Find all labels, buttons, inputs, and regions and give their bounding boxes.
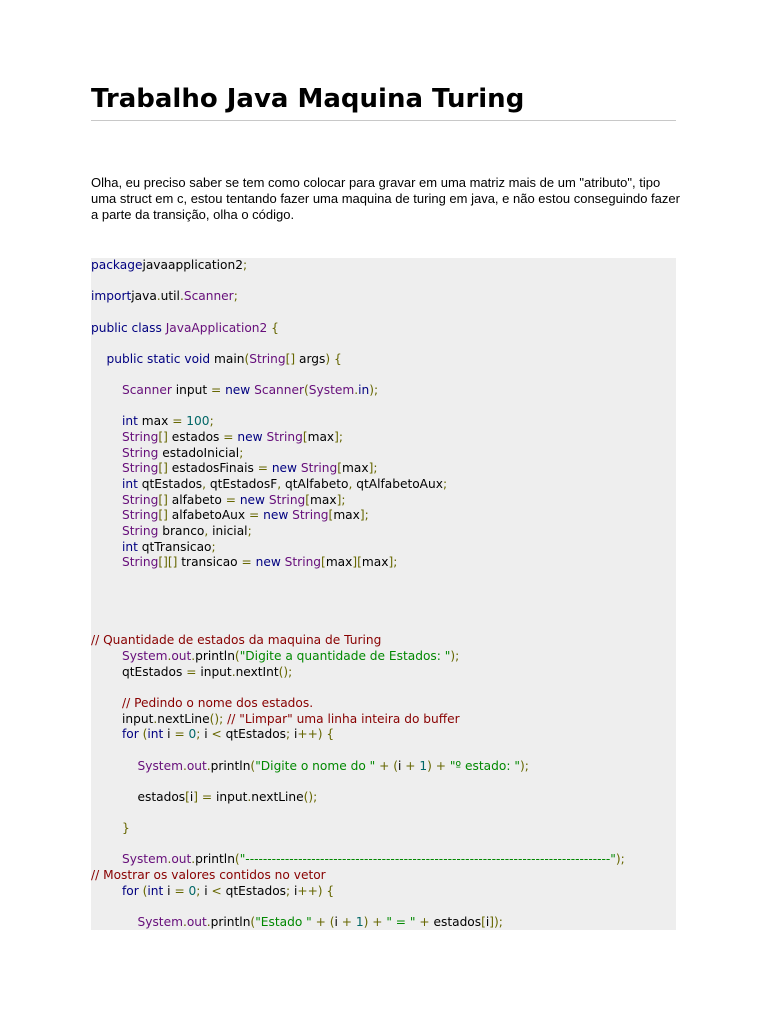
code-token: i [334,914,342,929]
code-token: ( [250,914,256,929]
code-token: . [231,664,236,679]
code-line [91,477,676,493]
code-token [91,352,107,366]
code-token: out [186,758,207,773]
code-token: 100 [186,414,210,429]
code-line [91,493,676,509]
code-token: + [405,758,420,773]
code-token: ]; [359,508,369,523]
code-token: // Quantidade de estados da maquina de Turing [91,633,382,648]
code-token: ; [442,476,448,491]
code-token [91,821,122,835]
code-token: ( [142,883,148,898]
code-listing [91,258,676,930]
code-token: i [204,727,212,742]
code-token: . [247,789,252,804]
code-token: = [172,414,187,429]
code-token: ]; [388,555,398,570]
code-token: out [171,852,192,867]
code-token: args [299,351,326,366]
code-line [91,852,676,868]
code-token: . [182,758,187,773]
code-token: ( [304,383,309,398]
code-line [91,618,676,634]
code-line [91,633,676,649]
code-token: qtTransicao [141,539,212,554]
code-token: i [293,727,298,742]
code-token [91,884,122,898]
code-line [91,258,676,274]
code-token: println [195,852,235,867]
code-token [91,555,122,569]
code-token: ; [286,727,294,742]
code-line [91,446,676,462]
code-token: // "Limpar" uma linha inteira do buffer [227,711,460,726]
code-token: Scanner [122,383,172,398]
code-token: int [147,727,168,742]
code-line [91,774,676,790]
code-token: import [91,289,132,304]
code-token: , [277,476,285,491]
code-token: . [206,914,211,929]
code-token: String [122,492,159,507]
code-token: int [122,539,142,554]
code-token: inicial [212,523,248,538]
code-token: estados [433,914,482,929]
code-token: ; [247,523,252,538]
code-token [91,696,122,710]
code-line [91,586,676,602]
code-token: javaapplication2 [142,258,243,272]
code-line [91,915,676,930]
code-token: String [122,430,159,445]
code-line [91,727,676,743]
code-token: System [122,649,168,664]
code-line [91,414,676,430]
code-token: + ( [375,758,398,773]
code-token: JavaApplication2 [165,320,268,335]
code-token: String [300,461,338,476]
code-token: qtAlfabeto [285,476,349,491]
code-token: = [174,727,189,742]
code-token: = [249,508,264,523]
code-token: . [167,649,172,664]
code-token: new [263,508,293,523]
code-token: ]; [334,430,344,445]
code-token [91,477,122,491]
code-token: public static void [106,351,215,366]
code-token: transicao [181,555,242,570]
code-token: [] [158,461,172,476]
code-token [91,852,122,866]
code-token [91,493,122,507]
code-token: ; [211,539,216,554]
code-token: main [214,351,245,366]
code-token: i [167,727,175,742]
code-token: ); [615,852,625,867]
code-line [91,696,676,712]
code-token [91,915,138,929]
code-token: input [216,789,248,804]
intro-paragraph: Olha, eu preciso saber se tem como colocar para gravar em uma matriz mais de um "atributo", tipo uma struct em c, estou tentando fazer uma maquina de turing em java, e não estou conseguindo fazer a parte da transição, olha o código. [91,175,680,222]
code-token: ( [142,727,148,742]
code-token: System [137,914,183,929]
code-token: . [354,383,359,398]
code-line [91,571,676,587]
code-token: for [122,883,143,898]
code-token: String [122,461,159,476]
code-token: i [167,883,175,898]
code-token: [ [481,914,486,929]
code-token: qtEstadosF [209,476,278,491]
code-line [91,665,676,681]
code-token: ++) { [297,727,335,742]
code-token: { [267,320,279,335]
code-token: ( [244,351,250,366]
code-token: estados [137,789,186,804]
code-token: qtEstados [141,476,203,491]
code-token: " = " [386,914,416,929]
code-token: ); [369,383,379,398]
code-token [91,540,122,554]
code-token: ; [233,289,238,304]
code-token: Scanner [254,383,305,398]
code-line [91,837,676,853]
code-token: alfabeto [171,492,226,507]
code-token: println [195,649,235,664]
code-token: = [210,383,226,398]
code-line [91,649,676,665]
document-title: Trabalho Java Maquina Turing [91,84,525,114]
code-token: . [191,649,196,664]
code-token: i [293,883,298,898]
code-line [91,399,676,415]
code-line [91,868,676,884]
code-token: , [204,523,213,538]
code-token: = [223,430,238,445]
code-token [91,790,138,804]
code-token: + ( [311,914,335,929]
code-token: ( [250,758,256,773]
code-token: println [210,758,251,773]
code-token: new [237,430,267,445]
code-token [91,712,122,726]
code-token: new [239,492,269,507]
code-token [91,727,122,741]
code-line [91,602,676,618]
code-token: [ [328,508,334,523]
code-token: // Pedindo o nome dos estados. [122,695,314,710]
code-token: ); [450,649,460,664]
code-token: i [204,883,212,898]
code-line [91,790,676,806]
code-token: . [206,758,211,773]
code-token: String [292,508,329,523]
code-token: String [122,523,163,538]
code-token: qtEstados [122,664,187,679]
code-token [91,508,122,522]
code-token: out [186,914,207,929]
code-line [91,274,676,290]
code-token: qtEstados [225,883,286,898]
code-token: nextInt [235,664,279,679]
code-line [91,540,676,556]
code-token: (); [278,664,293,679]
code-token: in [358,383,370,398]
code-token: ++) { [297,883,335,898]
code-token: max [141,414,173,429]
code-token: max [325,555,353,570]
code-token: = [257,461,272,476]
code-token: 0 [188,883,197,898]
code-line [91,430,676,446]
code-token: , [348,476,357,491]
code-token: ; [209,414,214,429]
code-token: ); [519,758,529,773]
code-token: [] [158,492,172,507]
code-token: ] = [193,789,217,804]
code-token: (); [209,711,228,726]
code-token: max [307,430,335,445]
code-token: ]); [489,914,503,929]
code-line [91,743,676,759]
code-token: [ [185,789,190,804]
code-token: ][ [352,555,362,570]
code-token: [] [158,508,172,523]
code-token: . [179,289,184,304]
code-token: nextLine [157,711,210,726]
code-token: qtEstados [225,727,286,742]
code-line [91,289,676,305]
code-token: String [122,445,163,460]
code-token: package [91,258,143,272]
code-token: println [210,914,251,929]
code-token: + [341,914,356,929]
code-token: . [153,711,158,726]
code-token: int [122,414,142,429]
code-token [91,759,138,773]
code-token: String [268,492,306,507]
code-token [91,446,122,460]
code-token: java [131,289,157,304]
code-token: new [255,555,285,570]
code-token: new [225,383,255,398]
code-line [91,884,676,900]
code-token: = [174,883,189,898]
code-token: branco [162,523,205,538]
code-line [91,367,676,383]
code-token: = [225,492,240,507]
code-token: input [200,664,232,679]
code-token: ; [242,258,248,272]
code-line [91,759,676,775]
code-line [91,712,676,728]
code-token: 0 [188,727,197,742]
code-token: qtAlfabetoAux [356,476,443,491]
code-token: . [167,852,172,867]
code-token: , [202,476,210,491]
code-token: } [122,821,130,836]
code-token: out [171,649,192,664]
code-token: "-----------------------------------------------------------------------------------" [239,852,616,867]
code-token: alfabetoAux [171,508,249,523]
code-line [91,680,676,696]
code-line [91,321,676,337]
code-token: ) { [325,351,342,366]
code-token: System [122,852,168,867]
code-line [91,461,676,477]
code-token: max [342,461,369,476]
code-token: estadosFinais [171,461,258,476]
code-token: . [156,289,161,304]
code-token: new [271,461,301,476]
code-token: String [284,555,322,570]
code-line [91,508,676,524]
code-token: = [186,664,201,679]
code-token: ) + [363,914,387,929]
code-token [91,524,122,538]
code-line [91,805,676,821]
code-token [91,649,122,663]
title-divider [91,120,676,121]
code-token: [] [285,351,300,366]
code-token: = [241,555,256,570]
code-token: "º estado: " [449,758,520,773]
code-line [91,352,676,368]
code-token: max [333,508,360,523]
code-token: max [361,555,389,570]
code-token: estados [171,430,224,445]
code-line [91,899,676,915]
code-token: ; [196,727,205,742]
code-line [91,524,676,540]
code-token: ( [234,649,240,664]
code-token [91,461,122,475]
code-token [91,665,122,679]
code-token: ]; [368,461,378,476]
code-token: . [191,852,196,867]
code-token: "Estado " [255,914,312,929]
code-token: "Digite a quantidade de Estados: " [239,649,451,664]
code-token: input [175,383,211,398]
code-token: 1 [355,914,364,929]
code-token: (); [303,789,318,804]
code-token: // Mostrar os valores contidos no vetor [91,867,326,882]
code-token [91,383,122,397]
code-token: System [308,383,355,398]
code-token: util [160,289,180,304]
code-token: 1 [419,758,428,773]
code-token: "Digite o nome do " [255,758,376,773]
code-block [91,258,676,930]
code-token: [ [321,555,326,570]
code-token: ( [234,852,240,867]
code-token: estadoInicial [162,445,240,460]
code-token: . [182,914,187,929]
code-line [91,821,676,837]
code-token: int [122,476,142,491]
code-token: < [211,883,226,898]
code-token: max [310,492,337,507]
code-token: System [137,758,183,773]
code-token: ]; [336,492,346,507]
code-token: [ [305,492,311,507]
code-token: ) + [427,758,450,773]
code-token: for [122,727,143,742]
code-token [91,414,122,428]
code-token: [] [158,430,172,445]
code-token: ; [239,445,244,460]
code-line [91,555,676,571]
code-token: ; [196,883,205,898]
code-token: Scanner [183,289,234,304]
code-token: i [397,758,406,773]
code-line [91,305,676,321]
code-token: i [189,789,194,804]
code-token: [ [302,430,308,445]
code-token: [][] [158,555,182,570]
code-token: String [266,430,303,445]
code-token: i [485,914,490,929]
code-token: [ [337,461,343,476]
code-token: String [122,555,159,570]
code-token: + [415,914,434,929]
code-token: public class [91,320,166,335]
code-token: nextLine [251,789,304,804]
code-token: String [122,508,159,523]
code-token: input [122,711,154,726]
code-line [91,383,676,399]
code-token: int [147,883,168,898]
code-line [91,336,676,352]
code-token: ; [286,883,294,898]
code-token: String [249,351,286,366]
code-token: < [211,727,226,742]
code-token [91,430,122,444]
